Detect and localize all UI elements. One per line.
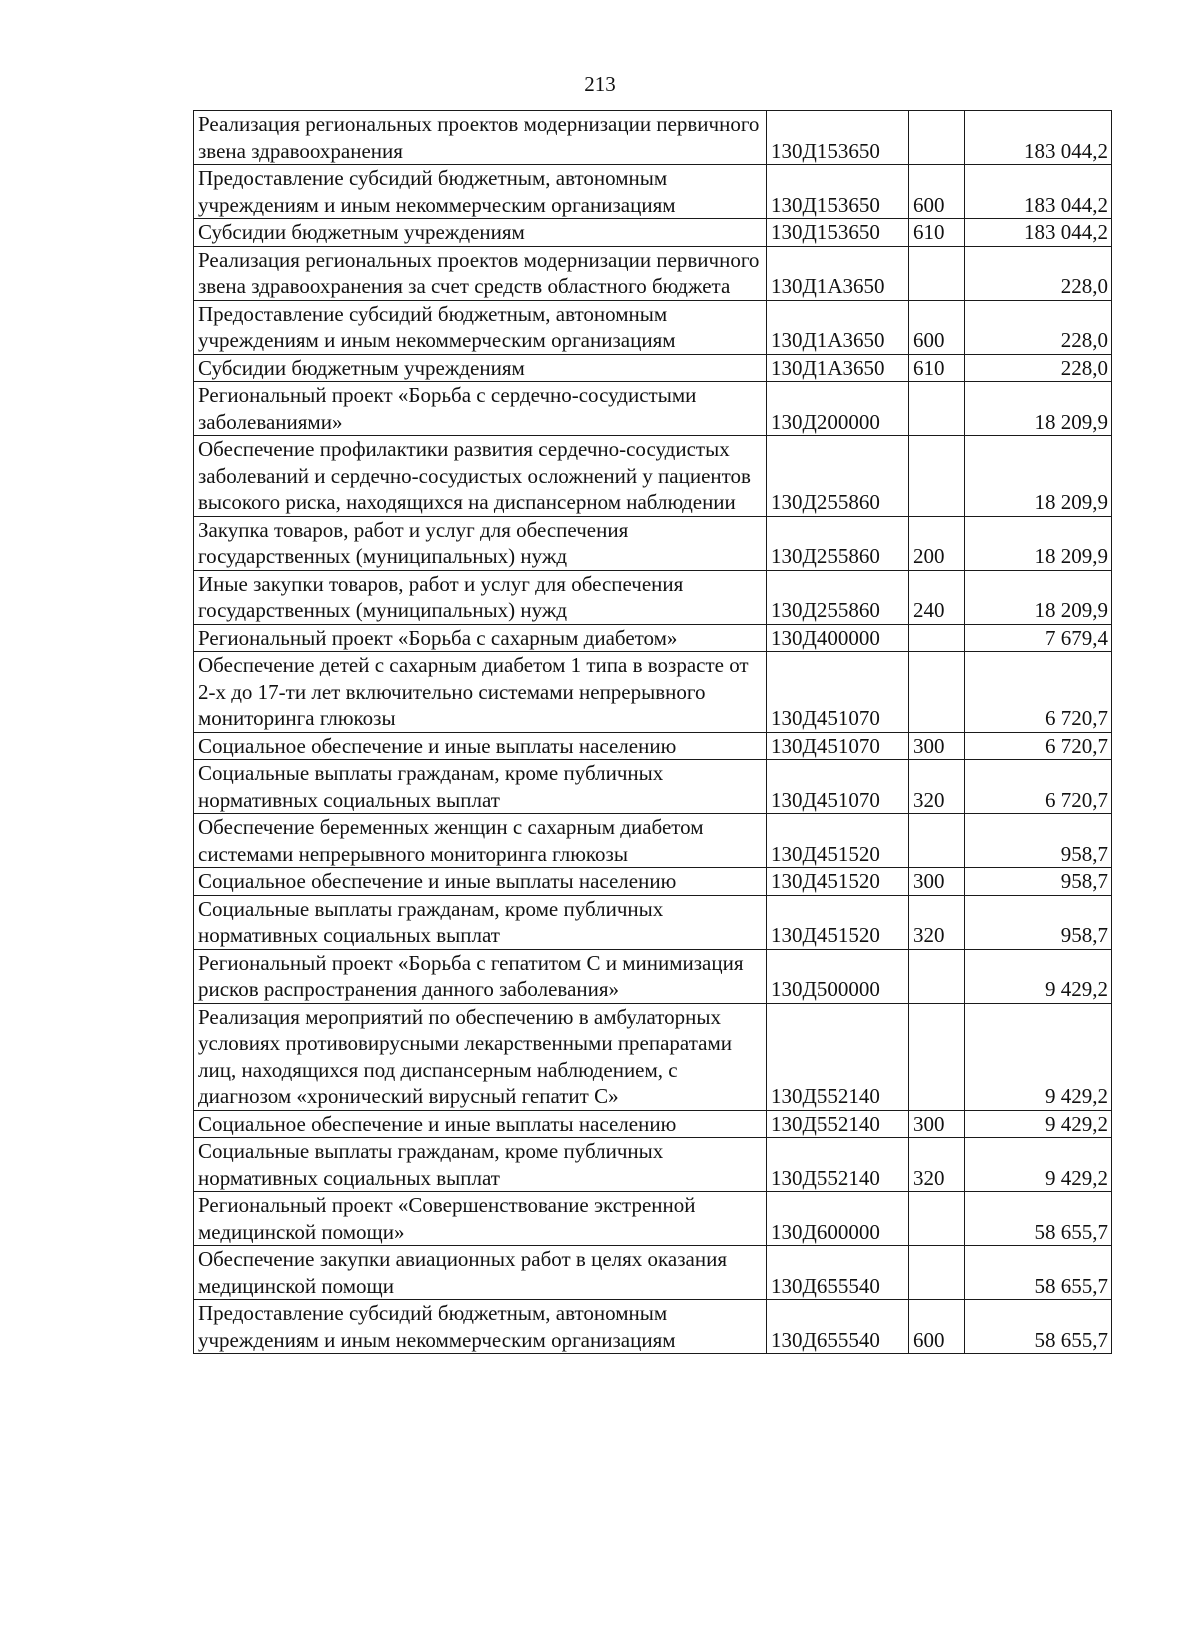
expense-name-cell: Социальные выплаты гражданам, кроме публичных нормативных социальных выплат bbox=[194, 1138, 767, 1192]
table-row bbox=[194, 1300, 1112, 1354]
expense-name-cell: Предоставление субсидий бюджетным, автономным учреждениям и иным некоммерческим организациям bbox=[194, 165, 767, 219]
amount-cell: 958,7 bbox=[965, 868, 1112, 896]
table-row bbox=[194, 732, 1112, 760]
target-code-cell: 130Д451520 bbox=[767, 895, 909, 949]
page-number: 213 bbox=[584, 72, 616, 96]
expense-name-cell: Закупка товаров, работ и услуг для обеспечения государственных (муниципальных) нужд bbox=[194, 516, 767, 570]
expense-name-cell: Реализация региональных проектов модернизации первичного звена здравоохранения за счет средств областного бюджета bbox=[194, 246, 767, 300]
amount-cell: 9 429,2 bbox=[965, 1138, 1112, 1192]
table-row bbox=[194, 111, 1112, 165]
expense-name-cell: Предоставление субсидий бюджетным, автономным учреждениям и иным некоммерческим организациям bbox=[194, 1300, 767, 1354]
target-code-cell: 130Д153650 bbox=[767, 219, 909, 247]
amount-cell: 228,0 bbox=[965, 300, 1112, 354]
amount-cell: 18 209,9 bbox=[965, 436, 1112, 517]
target-code-cell: 130Д1А3650 bbox=[767, 246, 909, 300]
target-code-cell: 130Д153650 bbox=[767, 165, 909, 219]
table-row bbox=[194, 1138, 1112, 1192]
amount-cell: 183 044,2 bbox=[965, 111, 1112, 165]
budget-table bbox=[193, 110, 1112, 1354]
expense-type-cell bbox=[909, 1192, 965, 1246]
target-code-cell: 130Д255860 bbox=[767, 570, 909, 624]
expense-name-cell: Субсидии бюджетным учреждениям bbox=[194, 219, 767, 247]
table-row bbox=[194, 570, 1112, 624]
amount-cell: 18 209,9 bbox=[965, 516, 1112, 570]
amount-cell: 228,0 bbox=[965, 246, 1112, 300]
expense-type-cell: 320 bbox=[909, 895, 965, 949]
target-code-cell: 130Д451070 bbox=[767, 760, 909, 814]
expense-type-cell bbox=[909, 624, 965, 652]
table-row bbox=[194, 354, 1112, 382]
expense-type-cell bbox=[909, 382, 965, 436]
expense-type-cell: 200 bbox=[909, 516, 965, 570]
expense-type-cell: 600 bbox=[909, 300, 965, 354]
amount-cell: 58 655,7 bbox=[965, 1192, 1112, 1246]
expense-name-cell: Социальное обеспечение и иные выплаты населению bbox=[194, 868, 767, 896]
amount-cell: 6 720,7 bbox=[965, 760, 1112, 814]
expense-type-cell: 600 bbox=[909, 165, 965, 219]
expense-type-cell bbox=[909, 436, 965, 517]
expense-name-cell: Социальное обеспечение и иные выплаты населению bbox=[194, 732, 767, 760]
amount-cell: 18 209,9 bbox=[965, 570, 1112, 624]
expense-type-cell bbox=[909, 246, 965, 300]
amount-cell: 6 720,7 bbox=[965, 652, 1112, 733]
table-row bbox=[194, 382, 1112, 436]
table-row bbox=[194, 760, 1112, 814]
expense-name-cell: Региональный проект «Борьба с сердечно-сосудистыми заболеваниями» bbox=[194, 382, 767, 436]
amount-cell: 9 429,2 bbox=[965, 1110, 1112, 1138]
expense-type-cell bbox=[909, 1246, 965, 1300]
amount-cell: 183 044,2 bbox=[965, 165, 1112, 219]
table-row bbox=[194, 1192, 1112, 1246]
target-code-cell: 130Д255860 bbox=[767, 436, 909, 517]
table-row bbox=[194, 300, 1112, 354]
expense-type-cell: 300 bbox=[909, 732, 965, 760]
amount-cell: 7 679,4 bbox=[965, 624, 1112, 652]
amount-cell: 58 655,7 bbox=[965, 1300, 1112, 1354]
expense-type-cell bbox=[909, 652, 965, 733]
table-row bbox=[194, 868, 1112, 896]
expense-name-cell: Социальное обеспечение и иные выплаты населению bbox=[194, 1110, 767, 1138]
amount-cell: 183 044,2 bbox=[965, 219, 1112, 247]
expense-name-cell: Социальные выплаты гражданам, кроме публичных нормативных социальных выплат bbox=[194, 760, 767, 814]
expense-name-cell: Иные закупки товаров, работ и услуг для обеспечения государственных (муниципальных) нужд bbox=[194, 570, 767, 624]
expense-type-cell: 320 bbox=[909, 1138, 965, 1192]
target-code-cell: 130Д200000 bbox=[767, 382, 909, 436]
target-code-cell: 130Д451070 bbox=[767, 652, 909, 733]
table-row bbox=[194, 516, 1112, 570]
target-code-cell: 130Д655540 bbox=[767, 1300, 909, 1354]
table-row bbox=[194, 219, 1112, 247]
target-code-cell: 130Д255860 bbox=[767, 516, 909, 570]
expense-type-cell: 300 bbox=[909, 1110, 965, 1138]
expense-name-cell: Обеспечение беременных женщин с сахарным диабетом системами непрерывного мониторинга глюкозы bbox=[194, 814, 767, 868]
expense-type-cell bbox=[909, 111, 965, 165]
table-row bbox=[194, 165, 1112, 219]
amount-cell: 18 209,9 bbox=[965, 382, 1112, 436]
expense-name-cell: Социальные выплаты гражданам, кроме публичных нормативных социальных выплат bbox=[194, 895, 767, 949]
expense-name-cell: Реализация мероприятий по обеспечению в амбулаторных условиях противовирусными лекарственными препаратами лиц, находящихся под диспансерным наблюдением, с диагнозом «хронический вирусный гепатит С» bbox=[194, 1003, 767, 1110]
expense-type-cell: 610 bbox=[909, 354, 965, 382]
expense-name-cell: Региональный проект «Борьба с гепатитом С и минимизация рисков распространения данного заболевания» bbox=[194, 949, 767, 1003]
amount-cell: 228,0 bbox=[965, 354, 1112, 382]
expense-type-cell bbox=[909, 1003, 965, 1110]
target-code-cell: 130Д451070 bbox=[767, 732, 909, 760]
expense-type-cell: 300 bbox=[909, 868, 965, 896]
table-row bbox=[194, 895, 1112, 949]
expense-name-cell: Субсидии бюджетным учреждениям bbox=[194, 354, 767, 382]
target-code-cell: 130Д655540 bbox=[767, 1246, 909, 1300]
table-row bbox=[194, 436, 1112, 517]
target-code-cell: 130Д153650 bbox=[767, 111, 909, 165]
expense-type-cell bbox=[909, 949, 965, 1003]
expense-type-cell: 600 bbox=[909, 1300, 965, 1354]
table-row bbox=[194, 949, 1112, 1003]
expense-type-cell: 240 bbox=[909, 570, 965, 624]
table-row bbox=[194, 1003, 1112, 1110]
amount-cell: 958,7 bbox=[965, 814, 1112, 868]
target-code-cell: 130Д1А3650 bbox=[767, 354, 909, 382]
expense-name-cell: Обеспечение закупки авиационных работ в целях оказания медицинской помощи bbox=[194, 1246, 767, 1300]
expense-name-cell: Предоставление субсидий бюджетным, автономным учреждениям и иным некоммерческим организациям bbox=[194, 300, 767, 354]
table-row bbox=[194, 1246, 1112, 1300]
amount-cell: 58 655,7 bbox=[965, 1246, 1112, 1300]
expense-type-cell bbox=[909, 814, 965, 868]
table-row bbox=[194, 624, 1112, 652]
expense-name-cell: Региональный проект «Совершенствование экстренной медицинской помощи» bbox=[194, 1192, 767, 1246]
target-code-cell: 130Д400000 bbox=[767, 624, 909, 652]
target-code-cell: 130Д552140 bbox=[767, 1110, 909, 1138]
expense-name-cell: Обеспечение детей с сахарным диабетом 1 типа в возрасте от 2-х до 17-ти лет включительно системами непрерывного мониторинга глюкозы bbox=[194, 652, 767, 733]
expense-name-cell: Региональный проект «Борьба с сахарным диабетом» bbox=[194, 624, 767, 652]
expense-type-cell: 320 bbox=[909, 760, 965, 814]
expense-name-cell: Реализация региональных проектов модернизации первичного звена здравоохранения bbox=[194, 111, 767, 165]
table-row bbox=[194, 814, 1112, 868]
amount-cell: 9 429,2 bbox=[965, 1003, 1112, 1110]
table-row bbox=[194, 1110, 1112, 1138]
amount-cell: 958,7 bbox=[965, 895, 1112, 949]
target-code-cell: 130Д451520 bbox=[767, 868, 909, 896]
expense-name-cell: Обеспечение профилактики развития сердечно-сосудистых заболеваний и сердечно-сосудистых осложнений у пациентов высокого риска, находящихся на диспансерном наблюдении bbox=[194, 436, 767, 517]
target-code-cell: 130Д552140 bbox=[767, 1003, 909, 1110]
target-code-cell: 130Д1А3650 bbox=[767, 300, 909, 354]
table-row bbox=[194, 652, 1112, 733]
target-code-cell: 130Д451520 bbox=[767, 814, 909, 868]
amount-cell: 9 429,2 bbox=[965, 949, 1112, 1003]
target-code-cell: 130Д552140 bbox=[767, 1138, 909, 1192]
target-code-cell: 130Д600000 bbox=[767, 1192, 909, 1246]
target-code-cell: 130Д500000 bbox=[767, 949, 909, 1003]
amount-cell: 6 720,7 bbox=[965, 732, 1112, 760]
table-row bbox=[194, 246, 1112, 300]
expense-type-cell: 610 bbox=[909, 219, 965, 247]
budget-table-body bbox=[194, 111, 1112, 1354]
